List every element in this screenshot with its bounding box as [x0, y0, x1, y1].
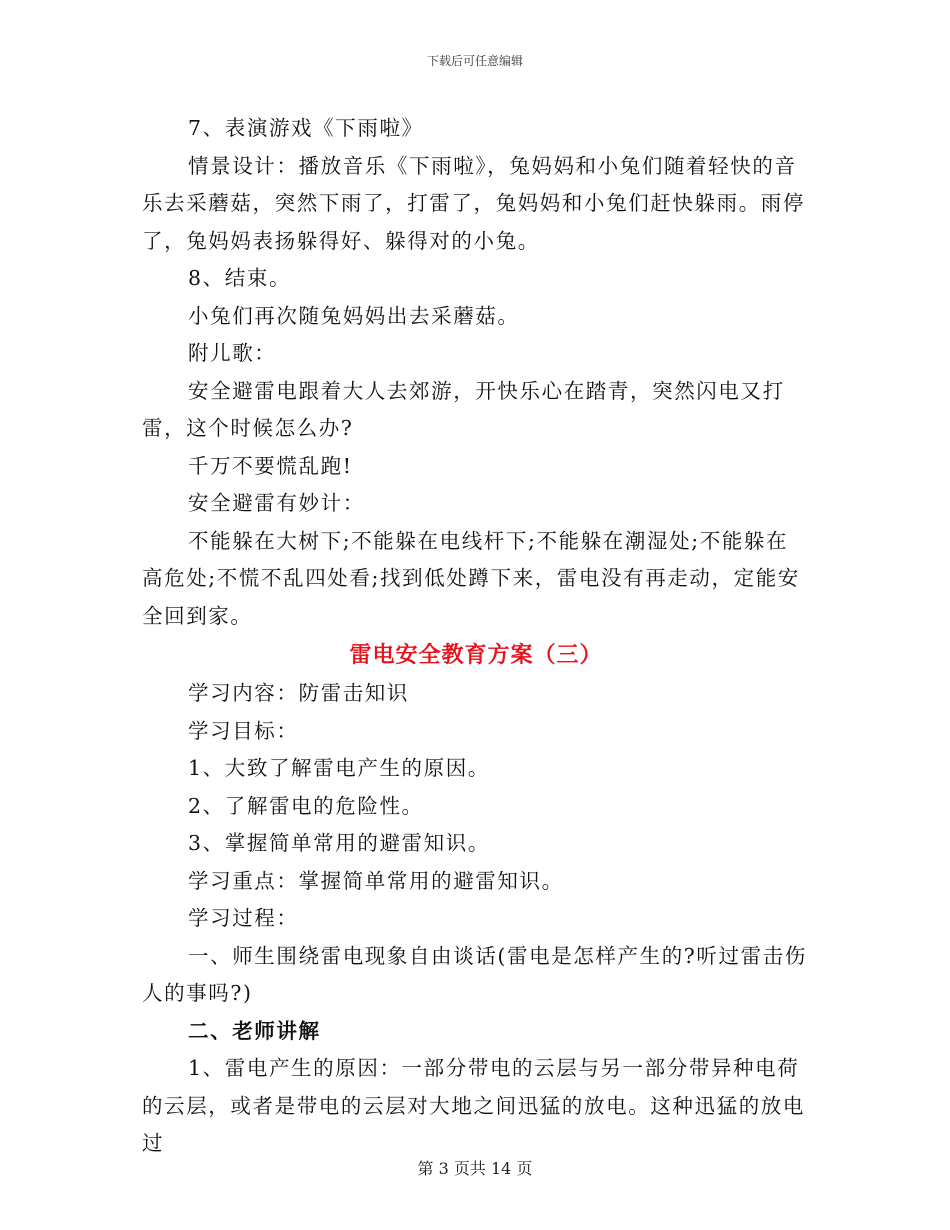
paragraph-step-1: 一、师生围绕雷电现象自由谈话(雷电是怎样产生的?听过雷击伤人的事吗?)	[142, 943, 807, 1005]
paragraph-study-content: 学习内容：防雷击知识	[188, 681, 409, 705]
paragraph-rhyme-4: 不能躲在大树下;不能躲在电线杆下;不能躲在潮湿处;不能躲在高危处;不慌不乱四处看;找到低处蹲下来，雷电没有再走动，定能安全回到家。	[142, 528, 800, 628]
paragraph-study-goals: 学习目标：	[188, 718, 299, 743]
paragraph-item-8: 8、结束。	[188, 266, 292, 290]
paragraph-study-process: 学习过程：	[188, 906, 299, 930]
page-header-note: 下载后可任意编辑	[426, 54, 523, 68]
paragraph-rhyme-2: 千万不要慌乱跑!	[188, 453, 353, 478]
paragraph-scene-design: 情景设计：播放音乐《下雨啦》，兔妈妈和小兔们随着轻快的音乐去采蘑菇，突然下雨了，打雷了，兔妈妈和小兔们赶快躲雨。雨停了，兔妈妈表扬躲得好、躲得对的小兔。	[142, 153, 805, 253]
document-body	[142, 110, 810, 1163]
paragraph-goal-2: 2、了解雷电的危险性。	[188, 793, 424, 818]
page-number-footer: 第 3 页共 14 页	[417, 1159, 533, 1178]
paragraph-item-7: 7、表演游戏《下雨啦》	[188, 116, 424, 140]
paragraph-goal-3: 3、掌握简单常用的避雷知识。	[188, 831, 490, 855]
paragraph-step-2-heading: 二、老师讲解	[188, 1018, 321, 1043]
paragraph-rhyme-3: 安全避雷有妙计：	[188, 491, 365, 515]
paragraph-study-focus: 学习重点：掌握简单常用的避雷知识。	[188, 868, 564, 893]
section-title: 雷电安全教育方案（三）	[349, 642, 603, 668]
paragraph-cause-explanation: 1、雷电产生的原因：一部分带电的云层与另一部分带异种电荷的云层，或者是带电的云层对大地之间迅猛的放电。这种迅猛的放电过	[142, 1056, 805, 1155]
paragraph-goal-1: 1、大致了解雷电产生的原因。	[188, 756, 490, 780]
paragraph-appendix-rhyme: 附儿歌：	[188, 341, 277, 365]
paragraph-rhyme-1: 安全避雷电跟着大人去郊游，开快乐心在踏青，突然闪电又打雷，这个时候怎么办?	[142, 378, 785, 440]
paragraph-rabbits-again: 小兔们再次随兔妈妈出去采蘑菇。	[188, 303, 520, 328]
